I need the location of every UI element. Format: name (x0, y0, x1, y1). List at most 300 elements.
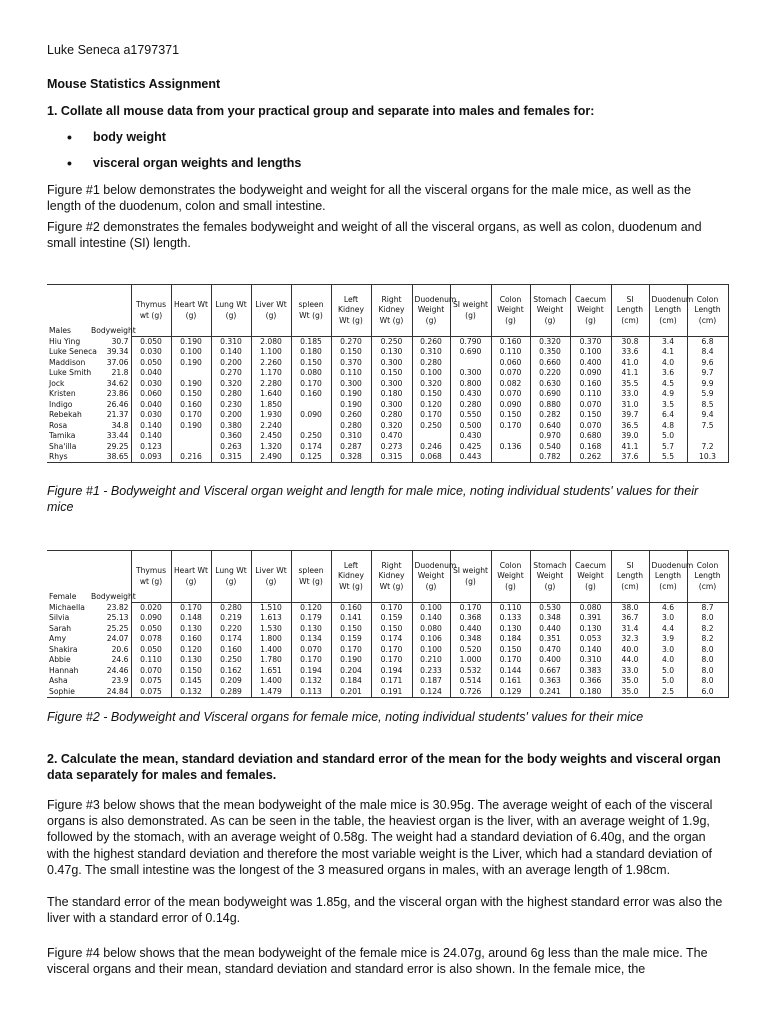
male-value-cell (291, 421, 331, 432)
female-mouse-name-cell: Asha (49, 676, 68, 686)
female-value-cell: 8.7 (687, 603, 728, 614)
male-value-cell: 39.0 (611, 431, 649, 442)
male-value-cell: 0.030 (131, 347, 171, 358)
female-column-header: Colon Length (cm) (687, 551, 728, 603)
female-value-cell: 2.5 (649, 687, 687, 698)
male-value-cell: 0.170 (412, 410, 450, 421)
female-value-cell: 0.241 (530, 687, 570, 698)
female-column-header: SI weight (g) (450, 551, 491, 603)
male-value-cell: 0.425 (450, 442, 491, 453)
female-value-cell: 0.144 (491, 666, 530, 677)
female-value-cell: 0.141 (331, 613, 371, 624)
female-value-cell: 0.100 (412, 603, 450, 614)
male-value-cell: 0.040 (131, 400, 171, 411)
female-value-cell: 0.150 (491, 645, 530, 656)
male-mouse-name-cell: Rhys (47, 452, 89, 463)
male-value-cell: 31.0 (611, 400, 649, 411)
female-value-cell: 0.090 (131, 613, 171, 624)
female-bodyweight-cell: 23.82 (106, 602, 129, 612)
female-value-cell: 0.160 (331, 603, 371, 614)
male-value-cell: 0.150 (412, 389, 450, 400)
male-value-cell: 0.550 (450, 410, 491, 421)
female-value-cell: 0.070 (291, 645, 331, 656)
male-value-cell: 0.880 (530, 400, 570, 411)
female-value-cell: 0.170 (450, 603, 491, 614)
female-value-cell: 0.170 (371, 645, 412, 656)
female-value-cell: 0.280 (211, 603, 251, 614)
male-value-cell: 0.782 (530, 452, 570, 463)
male-value-cell: 0.190 (171, 379, 211, 390)
male-value-cell: 0.250 (371, 337, 412, 348)
male-value-cell: 0.350 (530, 347, 570, 358)
female-value-cell: 0.348 (530, 613, 570, 624)
female-value-cell: 0.209 (211, 676, 251, 687)
male-column-header: Left Kidney Wt (g) (331, 285, 371, 337)
male-value-cell: 0.190 (171, 421, 211, 432)
female-column-header: SI Length (cm) (611, 551, 649, 603)
male-value-cell: 0.110 (491, 347, 530, 358)
male-value-cell: 0.300 (371, 379, 412, 390)
female-value-cell: 32.3 (611, 634, 649, 645)
female-bodyweight-cell: 24.07 (106, 634, 129, 644)
male-mouse-name-cell: Rosa (49, 420, 68, 430)
male-value-cell: 0.050 (131, 337, 171, 348)
male-value-cell: 37.6 (611, 452, 649, 463)
female-value-cell: 0.070 (131, 666, 171, 677)
male-column-header: Stomach Weight (g) (530, 285, 570, 337)
female-value-cell: 0.184 (491, 634, 530, 645)
female-value-cell: 0.134 (291, 634, 331, 645)
male-value-cell: 5.9 (687, 389, 728, 400)
male-table-row (47, 442, 728, 453)
female-value-cell: 0.170 (291, 655, 331, 666)
female-value-cell: 0.180 (570, 687, 611, 698)
female-value-cell: 1.613 (251, 613, 291, 624)
female-value-cell: 0.520 (450, 645, 491, 656)
male-value-cell: 35.5 (611, 379, 649, 390)
male-value-cell: 0.030 (131, 410, 171, 421)
female-value-cell: 0.351 (530, 634, 570, 645)
male-value-cell: 0.150 (491, 410, 530, 421)
male-value-cell: 0.160 (570, 379, 611, 390)
male-value-cell: 0.190 (331, 400, 371, 411)
male-value-cell: 0.100 (412, 368, 450, 379)
female-value-cell: 0.130 (171, 624, 211, 635)
male-value-cell: 3.6 (649, 368, 687, 379)
female-value-cell: 0.150 (331, 624, 371, 635)
male-value-cell: 0.540 (530, 442, 570, 453)
female-value-cell: 0.170 (331, 645, 371, 656)
female-value-cell: 35.0 (611, 676, 649, 687)
male-value-cell: 0.200 (211, 410, 251, 421)
female-value-cell: 0.160 (211, 645, 251, 656)
male-value-cell: 0.160 (491, 337, 530, 348)
male-value-cell: 4.9 (649, 389, 687, 400)
female-value-cell: 0.170 (371, 655, 412, 666)
female-bodyweight-cell: 25.25 (106, 623, 129, 633)
male-value-cell: 0.260 (331, 410, 371, 421)
male-value-cell: 0.060 (131, 389, 171, 400)
female-value-cell: 0.348 (450, 634, 491, 645)
male-value-cell: 9.7 (687, 368, 728, 379)
female-value-cell: 0.201 (331, 687, 371, 698)
male-value-cell: 0.287 (331, 442, 371, 453)
figure-1-description: Figure #1 below demonstrates the bodyweight and weight for all the visceral organs for the male mice, as well as the length of the duodenum, colon and small intestine. (47, 183, 692, 214)
male-value-cell: 2.260 (251, 358, 291, 369)
male-value-cell: 0.320 (530, 337, 570, 348)
male-table-row (47, 358, 728, 369)
male-value-cell: 0.090 (491, 400, 530, 411)
female-value-cell: 1.800 (251, 634, 291, 645)
female-bodyweight-cell: 23.9 (111, 676, 129, 686)
male-mouse-name-cell: Hiu Ying (49, 336, 81, 346)
male-mice-table (47, 284, 729, 463)
male-value-cell: 5.0 (649, 431, 687, 442)
female-value-cell: 0.120 (171, 645, 211, 656)
female-value-cell: 0.184 (331, 676, 371, 687)
male-value-cell: 0.690 (530, 389, 570, 400)
male-value-cell: 1.100 (251, 347, 291, 358)
female-value-cell: 0.532 (450, 666, 491, 677)
male-value-cell: 0.185 (291, 337, 331, 348)
male-value-cell: 0.168 (570, 442, 611, 453)
female-bodyweight-cell: 25.13 (106, 613, 129, 623)
female-value-cell: 0.400 (530, 655, 570, 666)
male-value-cell: 0.310 (412, 347, 450, 358)
female-value-cell: 1.400 (251, 645, 291, 656)
female-value-cell: 1.510 (251, 603, 291, 614)
male-value-cell: 0.380 (211, 421, 251, 432)
male-value-cell: 30.8 (611, 337, 649, 348)
female-mouse-name-cell: Amy (49, 634, 67, 644)
male-value-cell: 1.320 (251, 442, 291, 453)
female-value-cell: 0.075 (131, 687, 171, 698)
female-value-cell: 3.0 (649, 645, 687, 656)
female-column-header: Colon Weight (g) (491, 551, 530, 603)
male-value-cell: 33.0 (611, 389, 649, 400)
female-table-row (47, 687, 728, 698)
male-value-cell: 41.1 (611, 442, 649, 453)
female-value-cell: 36.7 (611, 613, 649, 624)
male-value-cell: 0.400 (570, 358, 611, 369)
male-value-cell: 36.5 (611, 421, 649, 432)
female-bodyweight-cell: 24.46 (106, 665, 129, 675)
female-value-cell: 0.148 (171, 613, 211, 624)
female-value-cell: 0.145 (171, 676, 211, 687)
male-value-cell: 0.328 (331, 452, 371, 463)
female-value-cell: 5.0 (649, 666, 687, 677)
male-value-cell: 3.4 (649, 337, 687, 348)
female-column-header: Stomach Weight (g) (530, 551, 570, 603)
male-value-cell: 33.6 (611, 347, 649, 358)
male-column-header: Duodenum Length (cm) (649, 285, 687, 337)
male-column-header: Heart Wt (g) (171, 285, 211, 337)
male-value-cell: 0.190 (331, 389, 371, 400)
female-value-cell: 0.106 (412, 634, 450, 645)
female-value-cell: 33.0 (611, 666, 649, 677)
female-value-cell: 8.0 (687, 645, 728, 656)
male-value-cell: 0.640 (530, 421, 570, 432)
male-value-cell: 2.450 (251, 431, 291, 442)
male-table-row (47, 400, 728, 411)
male-value-cell: 0.123 (131, 442, 171, 453)
female-value-cell: 0.250 (211, 655, 251, 666)
male-column-header: Caecum Weight (g) (570, 285, 611, 337)
female-value-cell: 1.530 (251, 624, 291, 635)
male-value-cell: 0.125 (291, 452, 331, 463)
male-value-cell: 0.030 (131, 379, 171, 390)
female-value-cell: 0.233 (412, 666, 450, 677)
male-value-cell: 9.9 (687, 379, 728, 390)
male-value-cell: 0.315 (371, 452, 412, 463)
female-value-cell: 0.171 (371, 676, 412, 687)
female-value-cell: 1.651 (251, 666, 291, 677)
male-value-cell (687, 431, 728, 442)
male-value-cell: 0.070 (570, 400, 611, 411)
female-value-cell: 0.383 (570, 666, 611, 677)
female-table-row (47, 655, 728, 666)
male-value-cell (450, 358, 491, 369)
female-value-cell: 0.219 (211, 613, 251, 624)
figure-1-caption: Figure #1 - Bodyweight and Visceral organ weight and length for male mice, noting individual students' values for their mice (47, 484, 699, 514)
female-table-row (47, 676, 728, 687)
male-value-cell: 0.280 (450, 400, 491, 411)
male-value-cell: 0.315 (211, 452, 251, 463)
male-value-cell: 0.150 (570, 410, 611, 421)
male-mouse-name-cell: Jock (49, 378, 65, 388)
male-value-cell (291, 400, 331, 411)
female-table-row (47, 613, 728, 624)
author-line: Luke Seneca a1797371 (47, 43, 180, 57)
male-value-cell: 0.270 (211, 368, 251, 379)
female-value-cell: 4.4 (649, 624, 687, 635)
female-value-cell: 0.162 (211, 666, 251, 677)
female-table-row (47, 645, 728, 656)
male-value-cell: 0.630 (530, 379, 570, 390)
male-value-cell: 0.470 (371, 431, 412, 442)
female-value-cell: 8.0 (687, 676, 728, 687)
male-value-cell: 0.170 (171, 410, 211, 421)
male-table-row (47, 379, 728, 390)
male-value-cell: 1.930 (251, 410, 291, 421)
male-value-cell: 0.320 (412, 379, 450, 390)
female-mouse-name-cell: Sarah (49, 623, 72, 633)
male-value-cell: 0.300 (371, 400, 412, 411)
male-value-cell: 0.310 (211, 337, 251, 348)
male-value-cell: 0.130 (371, 347, 412, 358)
female-column-header: Liver Wt (g) (251, 551, 291, 603)
female-column-header: spleen Wt (g) (291, 551, 331, 603)
male-value-cell: 7.2 (687, 442, 728, 453)
female-value-cell: 0.160 (171, 634, 211, 645)
male-value-cell: 1.850 (251, 400, 291, 411)
male-value-cell: 0.300 (371, 358, 412, 369)
male-value-cell: 0.280 (371, 410, 412, 421)
male-value-cell: 0.282 (530, 410, 570, 421)
female-value-cell: 0.187 (412, 676, 450, 687)
female-column-header: Thymus wt (g) (131, 551, 171, 603)
male-value-cell: 41.0 (611, 358, 649, 369)
male-value-cell (412, 431, 450, 442)
male-column-header: spleen Wt (g) (291, 285, 331, 337)
male-column-header: Thymus wt (g) (131, 285, 171, 337)
male-table-row (47, 368, 728, 379)
female-value-cell: 0.050 (131, 624, 171, 635)
male-bodyweight-cell: 30.7 (111, 336, 129, 346)
male-value-cell: 4.1 (649, 347, 687, 358)
male-value-cell (171, 368, 211, 379)
female-value-cell: 0.174 (371, 634, 412, 645)
assignment-title: Mouse Statistics Assignment (47, 77, 221, 91)
female-value-cell: 0.130 (171, 655, 211, 666)
male-value-cell: 0.150 (331, 347, 371, 358)
male-value-cell: 0.250 (412, 421, 450, 432)
female-value-cell: 5.0 (649, 676, 687, 687)
male-column-header: Colon Weight (g) (491, 285, 530, 337)
female-value-cell: 0.075 (131, 676, 171, 687)
female-value-cell: 0.210 (412, 655, 450, 666)
female-value-cell: 1.780 (251, 655, 291, 666)
female-value-cell: 0.130 (491, 624, 530, 635)
male-table-row (47, 337, 728, 348)
male-value-cell: 0.273 (371, 442, 412, 453)
female-value-cell: 1.479 (251, 687, 291, 698)
female-value-cell: 8.0 (687, 666, 728, 677)
male-value-cell: 0.263 (211, 442, 251, 453)
female-mouse-name-cell: Michaella (49, 602, 85, 612)
male-value-cell: 0.370 (570, 337, 611, 348)
male-value-cell: 1.170 (251, 368, 291, 379)
female-value-cell: 0.113 (291, 687, 331, 698)
female-value-cell: 0.053 (570, 634, 611, 645)
male-value-cell: 6.8 (687, 337, 728, 348)
male-table-row (47, 410, 728, 421)
female-mice-table (47, 550, 729, 698)
female-value-cell: 8.0 (687, 613, 728, 624)
male-value-cell: 4.5 (649, 379, 687, 390)
male-value-cell: 0.180 (371, 389, 412, 400)
female-value-cell: 0.161 (491, 676, 530, 687)
female-value-cell: 40.0 (611, 645, 649, 656)
female-value-cell: 0.159 (331, 634, 371, 645)
male-bodyweight-cell: 29.25 (106, 441, 129, 451)
male-value-cell: 0.082 (491, 379, 530, 390)
female-table-row (47, 666, 728, 677)
male-value-cell: 2.280 (251, 379, 291, 390)
male-value-cell: 0.100 (570, 347, 611, 358)
female-value-cell: 3.9 (649, 634, 687, 645)
female-value-cell: 0.220 (211, 624, 251, 635)
female-value-cell: 4.6 (649, 603, 687, 614)
female-value-cell: 0.150 (371, 624, 412, 635)
male-value-cell: 0.430 (450, 389, 491, 400)
male-value-cell: 0.070 (570, 421, 611, 432)
male-value-cell: 0.150 (291, 358, 331, 369)
male-bodyweight-cell: 21.8 (111, 368, 129, 378)
male-bodyweight-header: Bodyweight (89, 285, 131, 337)
female-value-cell: 0.150 (171, 666, 211, 677)
male-value-cell: 0.190 (171, 337, 211, 348)
female-table-row (47, 634, 728, 645)
question-1-bullets (67, 124, 301, 176)
male-bodyweight-cell: 34.62 (106, 378, 129, 388)
male-column-header: SI weight (g) (450, 285, 491, 337)
male-value-cell: 0.360 (211, 431, 251, 442)
male-value-cell: 0.150 (171, 389, 211, 400)
female-header-row (47, 551, 728, 603)
male-mouse-name-cell: Sha'illa (49, 441, 77, 451)
female-mouse-name-cell: Shakira (49, 644, 78, 654)
female-value-cell: 0.120 (291, 603, 331, 614)
female-value-cell: 0.129 (491, 687, 530, 698)
female-value-cell: 0.110 (491, 603, 530, 614)
female-table-row (47, 624, 728, 635)
male-value-cell: 0.270 (331, 337, 371, 348)
male-value-cell: 0.246 (412, 442, 450, 453)
male-value-cell (171, 431, 211, 442)
figure-2-description: Figure #2 demonstrates the females bodyweight and weight of all the visceral organs, as well as colon, duodenum and small intestine (SI) length. (47, 220, 702, 251)
male-value-cell: 3.5 (649, 400, 687, 411)
female-mouse-name-cell: Abbie (49, 655, 71, 665)
male-value-cell: 4.0 (649, 358, 687, 369)
female-value-cell: 31.4 (611, 624, 649, 635)
male-value-cell: 0.120 (412, 400, 450, 411)
bullet-item: • visceral organ weights and lengths (67, 150, 301, 176)
male-value-cell: 0.110 (570, 389, 611, 400)
male-value-cell: 1.640 (251, 389, 291, 400)
male-value-cell: 0.170 (291, 379, 331, 390)
female-column-header: Caecum Weight (g) (570, 551, 611, 603)
male-bodyweight-cell: 34.8 (111, 420, 129, 430)
male-header-row (47, 285, 728, 337)
male-value-cell: 0.140 (211, 347, 251, 358)
male-value-cell: 0.040 (131, 368, 171, 379)
female-value-cell: 0.050 (131, 645, 171, 656)
female-value-cell: 6.0 (687, 687, 728, 698)
male-value-cell: 8.5 (687, 400, 728, 411)
male-value-cell: 2.240 (251, 421, 291, 432)
male-value-cell: 0.160 (171, 400, 211, 411)
female-column-header: Left Kidney Wt (g) (331, 551, 371, 603)
female-value-cell: 0.194 (291, 666, 331, 677)
male-column-header: Liver Wt (g) (251, 285, 291, 337)
female-value-cell: 0.100 (412, 645, 450, 656)
male-value-cell: 0.220 (530, 368, 570, 379)
female-value-cell: 0.368 (450, 613, 491, 624)
female-value-cell: 44.0 (611, 655, 649, 666)
male-mouse-name-cell: Maddison (49, 357, 86, 367)
male-column-header: Colon Length (cm) (687, 285, 728, 337)
male-sem-paragraph: The standard error of the mean bodyweight was 1.85g, and the visceral organ with the highest standard error was also the liver with a standard error of 0.14g. (47, 895, 723, 926)
female-column-header: Heart Wt (g) (171, 551, 211, 603)
female-value-cell: 0.170 (371, 603, 412, 614)
male-value-cell: 0.320 (211, 379, 251, 390)
female-value-cell: 1.400 (251, 676, 291, 687)
female-value-cell: 0.310 (570, 655, 611, 666)
female-value-cell: 0.130 (570, 624, 611, 635)
male-value-cell: 0.260 (412, 337, 450, 348)
female-value-cell: 3.0 (649, 613, 687, 624)
male-value-cell: 0.080 (291, 368, 331, 379)
male-value-cell (491, 431, 530, 442)
female-value-cell: 1.000 (450, 655, 491, 666)
male-value-cell: 0.190 (171, 358, 211, 369)
male-table-row (47, 347, 728, 358)
male-value-cell: 0.800 (450, 379, 491, 390)
female-value-cell: 0.391 (570, 613, 611, 624)
female-value-cell: 4.0 (649, 655, 687, 666)
male-bodyweight-cell: 26.46 (106, 399, 129, 409)
